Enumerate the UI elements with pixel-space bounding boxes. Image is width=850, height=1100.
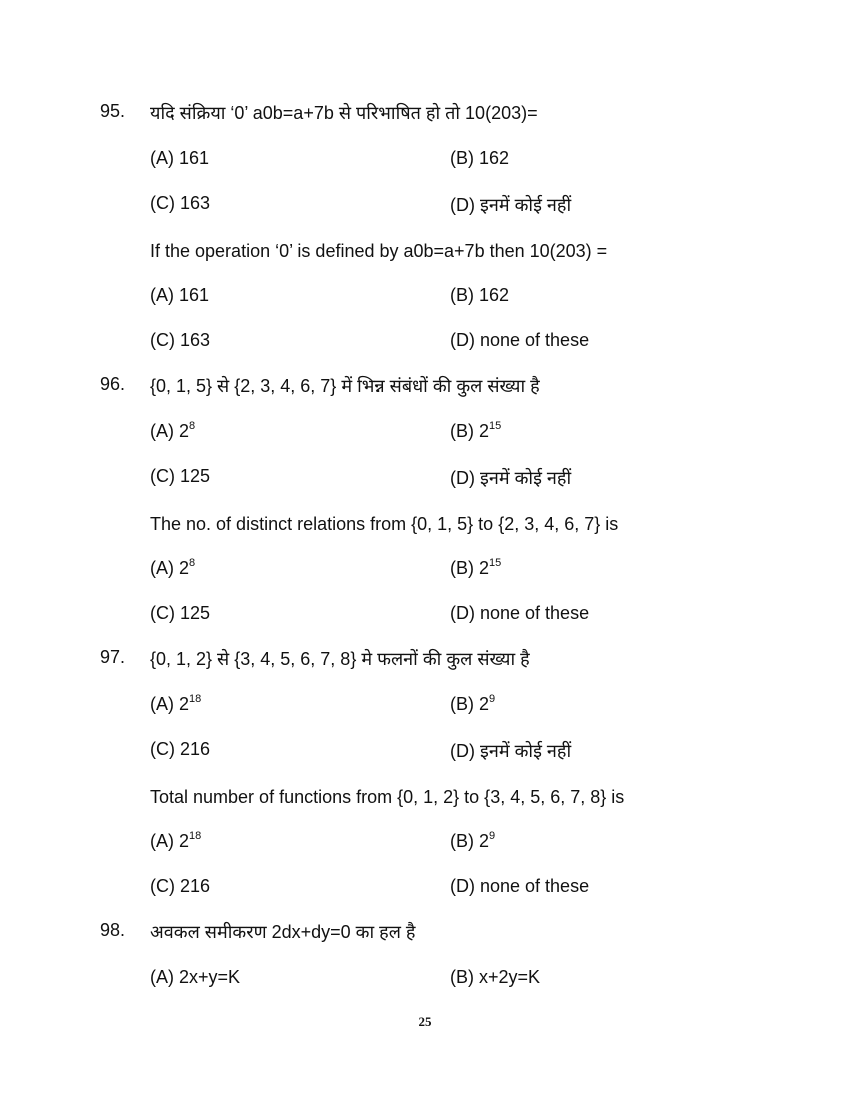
question-text-english: Total number of functions from {0, 1, 2} to {3, 4, 5, 6, 7, 8} is <box>150 787 625 807</box>
question-number: 98. <box>100 920 126 940</box>
option-b-english: (B) 162 <box>450 285 510 305</box>
exponent: 18 <box>189 693 202 705</box>
option-d-hindi: (D) इनमें कोई नहीं <box>450 468 572 488</box>
option-c-hindi: (C) 125 <box>150 466 211 486</box>
option-a-english: (A) 161 <box>150 285 210 305</box>
option-b-hindi: (B) $2^9$ <box>450 693 496 714</box>
option-c-hindi: (C) 216 <box>150 739 211 759</box>
question-number: 95. <box>100 101 126 121</box>
option-c-english: (C) 163 <box>150 330 211 350</box>
question-text-hindi: यदि संक्रिया ‘0’ a0b=a+7b से परिभाषित हो तो 10(203)= <box>150 103 538 123</box>
exponent: 8 <box>189 420 196 432</box>
option-c-english: (C) 216 <box>150 876 211 896</box>
question-text-english: If the operation ‘0’ is defined by a0b=a+7b then 10(203) = <box>150 241 608 261</box>
option-b-hindi: (B) x+2y=K <box>450 967 541 987</box>
option-d-english: (D) none of these <box>450 603 590 623</box>
option-c-hindi: (C) 163 <box>150 193 211 213</box>
exponent: 15 <box>489 420 502 432</box>
option-a-english: (A) $2^{18}$ <box>150 830 202 851</box>
option-b-hindi: (B) $2^{15}$ <box>450 420 502 441</box>
option-d-english: (D) none of these <box>450 876 590 896</box>
exponent: 18 <box>189 830 202 842</box>
exponent: 9 <box>489 693 496 705</box>
question-number: 96. <box>100 374 126 394</box>
exponent: 8 <box>189 557 196 569</box>
page-number: 25 <box>418 1014 432 1029</box>
question-text-hindi: अवकल समीकरण 2dx+dy=0 का हल है <box>150 922 416 942</box>
question-text-hindi: {0, 1, 5} से {2, 3, 4, 6, 7} में भिन्न संबंधों की कुल संख्या है <box>150 376 540 396</box>
option-c-english: (C) 125 <box>150 603 211 623</box>
option-a-english: (A) $2^8$ <box>150 557 196 578</box>
option-a-hindi: (A) 161 <box>150 148 210 168</box>
question-text-english: The no. of distinct relations from {0, 1, 5} to {2, 3, 4, 6, 7} is <box>150 514 619 534</box>
option-a-hindi: (A) $2^8$ <box>150 420 196 441</box>
option-b-english: (B) $2^{15}$ <box>450 557 502 578</box>
option-b-english: (B) $2^9$ <box>450 830 496 851</box>
option-b-hindi: (B) 162 <box>450 148 510 168</box>
question-number: 97. <box>100 647 126 667</box>
option-d-hindi: (D) इनमें कोई नहीं <box>450 195 572 215</box>
option-d-english: (D) none of these <box>450 330 590 350</box>
exponent: 15 <box>489 557 502 569</box>
option-a-hindi: (A) $2^{18}$ <box>150 693 202 714</box>
option-a-hindi: (A) 2x+y=K <box>150 967 241 987</box>
question-text-hindi: {0, 1, 2} से {3, 4, 5, 6, 7, 8} मे फलनों की कुल संख्या है <box>150 649 530 669</box>
exponent: 9 <box>489 830 496 842</box>
option-d-hindi: (D) इनमें कोई नहीं <box>450 741 572 761</box>
